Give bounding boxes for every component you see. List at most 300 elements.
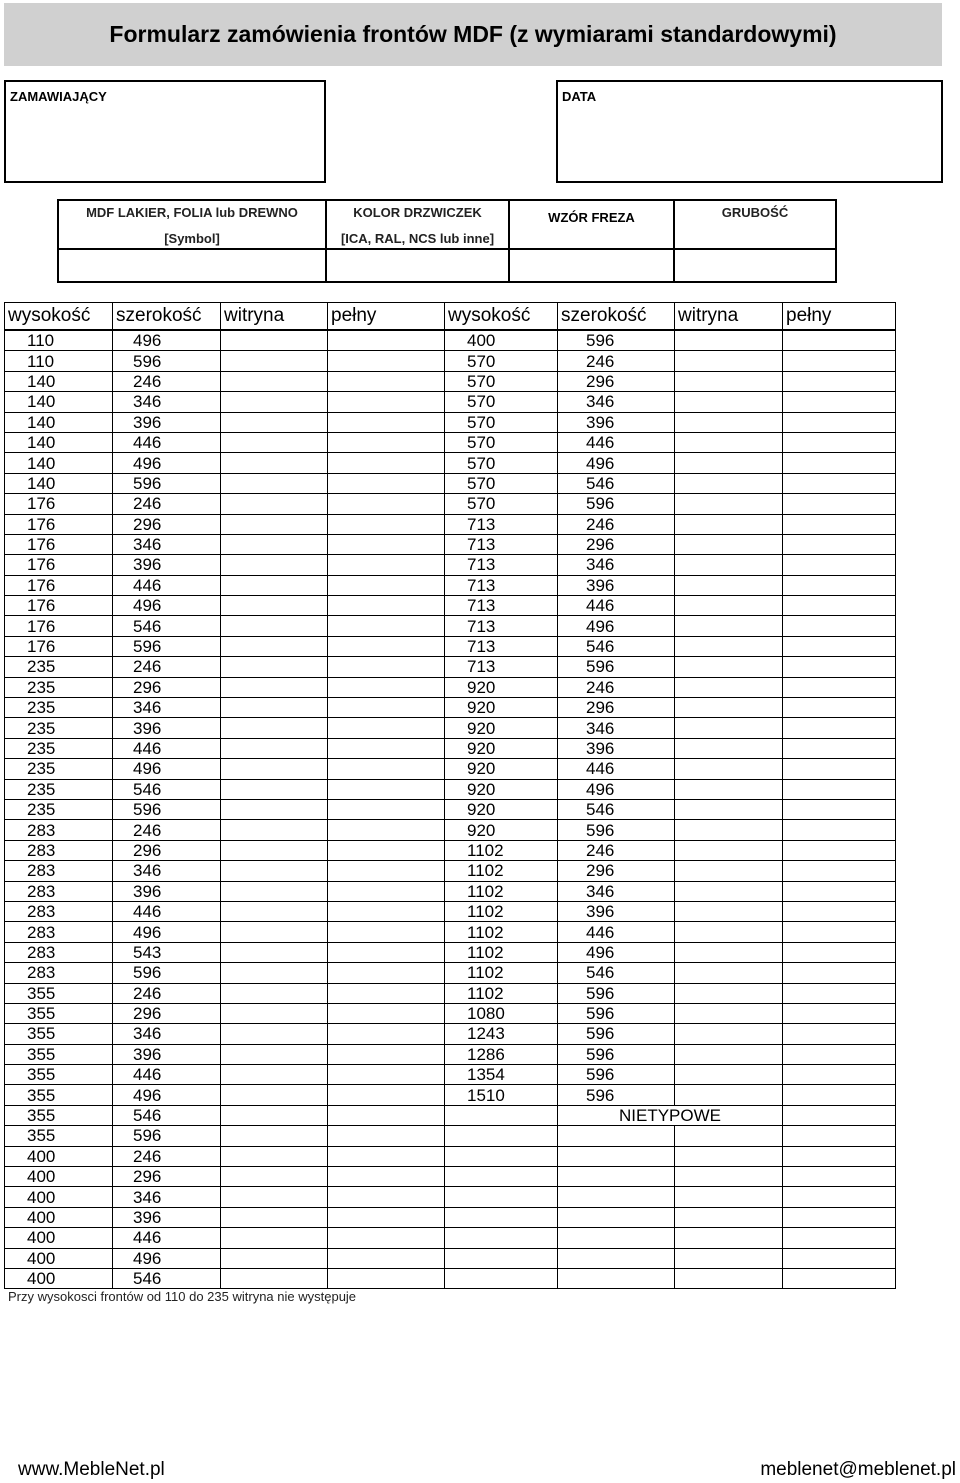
solid-qty-cell[interactable] bbox=[328, 1003, 445, 1023]
footer-email[interactable]: meblenet@meblenet.pl bbox=[760, 1459, 956, 1480]
glass-qty-cell[interactable] bbox=[221, 1003, 328, 1023]
glass-qty-cell[interactable] bbox=[675, 432, 783, 452]
solid-qty-cell[interactable] bbox=[328, 1105, 445, 1125]
solid-qty-cell[interactable] bbox=[328, 820, 445, 840]
glass-qty-cell[interactable] bbox=[221, 718, 328, 738]
glass-qty-cell[interactable] bbox=[675, 371, 783, 391]
solid-qty-cell[interactable] bbox=[328, 983, 445, 1003]
solid-qty-cell[interactable] bbox=[783, 514, 896, 534]
solid-qty-cell[interactable] bbox=[328, 718, 445, 738]
solid-qty-cell[interactable] bbox=[328, 922, 445, 942]
width-cell: 246 bbox=[558, 677, 675, 697]
width-cell: 446 bbox=[113, 432, 221, 452]
width-cell: 396 bbox=[558, 738, 675, 758]
height-cell: 140 bbox=[5, 432, 113, 452]
solid-qty-cell[interactable] bbox=[328, 942, 445, 962]
height-cell: 713 bbox=[445, 514, 558, 534]
glass-qty-cell[interactable] bbox=[221, 473, 328, 493]
glass-qty-cell[interactable] bbox=[221, 1228, 328, 1248]
height-cell: 176 bbox=[5, 555, 113, 575]
solid-qty-cell[interactable] bbox=[328, 1248, 445, 1268]
orderer-field[interactable] bbox=[4, 80, 326, 183]
spec-color-label: KOLOR DRZWICZEK bbox=[353, 205, 482, 220]
footer-website[interactable]: www.MebleNet.pl bbox=[18, 1459, 165, 1480]
glass-qty-cell[interactable] bbox=[221, 1105, 328, 1125]
height-cell: 140 bbox=[5, 453, 113, 473]
header-width-left: szerokość bbox=[113, 303, 221, 331]
solid-qty-cell[interactable] bbox=[328, 1187, 445, 1207]
height-cell: 1102 bbox=[445, 942, 558, 962]
glass-qty-cell[interactable] bbox=[221, 677, 328, 697]
glass-qty-cell[interactable] bbox=[675, 1248, 783, 1268]
width-cell: 446 bbox=[558, 922, 675, 942]
glass-qty-cell[interactable] bbox=[675, 677, 783, 697]
width-cell: 446 bbox=[558, 596, 675, 616]
solid-qty-cell[interactable] bbox=[783, 1207, 896, 1227]
glass-qty-cell[interactable] bbox=[675, 1024, 783, 1044]
height-cell: 176 bbox=[5, 596, 113, 616]
glass-qty-cell[interactable] bbox=[221, 432, 328, 452]
atypical-width-cell[interactable] bbox=[558, 1268, 675, 1288]
height-cell: 400 bbox=[5, 1248, 113, 1268]
glass-qty-cell[interactable] bbox=[221, 1167, 328, 1187]
glass-qty-cell[interactable] bbox=[221, 963, 328, 983]
solid-qty-cell[interactable] bbox=[328, 1207, 445, 1227]
height-cell: 920 bbox=[445, 738, 558, 758]
solid-qty-cell[interactable] bbox=[328, 596, 445, 616]
solid-qty-cell[interactable] bbox=[328, 555, 445, 575]
solid-qty-cell[interactable] bbox=[328, 1167, 445, 1187]
height-cell: 283 bbox=[5, 963, 113, 983]
solid-qty-cell[interactable] bbox=[783, 820, 896, 840]
width-cell: 396 bbox=[558, 575, 675, 595]
table-row bbox=[5, 473, 896, 493]
glass-qty-cell[interactable] bbox=[221, 575, 328, 595]
solid-qty-cell[interactable] bbox=[783, 1268, 896, 1288]
glass-qty-cell[interactable] bbox=[221, 657, 328, 677]
table-row bbox=[5, 901, 896, 921]
solid-qty-cell[interactable] bbox=[783, 371, 896, 391]
glass-qty-cell[interactable] bbox=[221, 534, 328, 554]
spec-pattern-header bbox=[510, 201, 675, 250]
solid-qty-cell[interactable] bbox=[783, 1146, 896, 1166]
solid-qty-cell[interactable] bbox=[783, 1024, 896, 1044]
spec-pattern-input[interactable] bbox=[510, 250, 675, 281]
glass-qty-cell[interactable] bbox=[221, 1126, 328, 1146]
glass-qty-cell[interactable] bbox=[221, 983, 328, 1003]
solid-qty-cell[interactable] bbox=[783, 330, 896, 351]
solid-qty-cell[interactable] bbox=[328, 616, 445, 636]
solid-qty-cell[interactable] bbox=[783, 1126, 896, 1146]
solid-qty-cell[interactable] bbox=[783, 881, 896, 901]
atypical-height-cell[interactable] bbox=[445, 1207, 558, 1227]
width-cell: 346 bbox=[113, 861, 221, 881]
solid-qty-cell[interactable] bbox=[328, 1268, 445, 1288]
width-cell: 396 bbox=[113, 412, 221, 432]
solid-qty-cell[interactable] bbox=[783, 575, 896, 595]
solid-qty-cell[interactable] bbox=[783, 432, 896, 452]
atypical-width-cell[interactable] bbox=[558, 1167, 675, 1187]
solid-qty-cell[interactable] bbox=[783, 983, 896, 1003]
solid-qty-cell[interactable] bbox=[328, 840, 445, 860]
height-cell: 570 bbox=[445, 494, 558, 514]
width-cell: 546 bbox=[113, 616, 221, 636]
table-row bbox=[5, 942, 896, 962]
glass-qty-cell[interactable] bbox=[221, 738, 328, 758]
solid-qty-cell[interactable] bbox=[328, 1228, 445, 1248]
solid-qty-cell[interactable] bbox=[328, 1044, 445, 1064]
width-cell: 596 bbox=[113, 473, 221, 493]
solid-qty-cell[interactable] bbox=[328, 1024, 445, 1044]
width-cell: 596 bbox=[558, 1024, 675, 1044]
width-cell: 496 bbox=[113, 596, 221, 616]
solid-qty-cell[interactable] bbox=[328, 494, 445, 514]
solid-qty-cell[interactable] bbox=[328, 432, 445, 452]
glass-qty-cell[interactable] bbox=[221, 698, 328, 718]
glass-qty-cell[interactable] bbox=[221, 1207, 328, 1227]
glass-qty-cell[interactable] bbox=[221, 881, 328, 901]
table-row bbox=[5, 330, 896, 351]
glass-qty-cell[interactable] bbox=[675, 1085, 783, 1105]
solid-qty-cell[interactable] bbox=[328, 738, 445, 758]
glass-qty-cell[interactable] bbox=[221, 779, 328, 799]
width-cell: 396 bbox=[113, 1207, 221, 1227]
solid-qty-cell[interactable] bbox=[328, 799, 445, 819]
glass-qty-cell[interactable] bbox=[675, 473, 783, 493]
width-cell: 296 bbox=[113, 677, 221, 697]
glass-qty-cell[interactable] bbox=[675, 1044, 783, 1064]
height-cell: 235 bbox=[5, 759, 113, 779]
table-row bbox=[5, 963, 896, 983]
spec-material-label: MDF LAKIER, FOLIA lub DREWNO bbox=[86, 205, 298, 220]
atypical-width-cell[interactable] bbox=[558, 1126, 675, 1146]
glass-qty-cell[interactable] bbox=[675, 657, 783, 677]
glass-qty-cell[interactable] bbox=[675, 1207, 783, 1227]
glass-qty-cell[interactable] bbox=[221, 1268, 328, 1288]
atypical-height-cell[interactable] bbox=[445, 1167, 558, 1187]
solid-qty-cell[interactable] bbox=[783, 738, 896, 758]
solid-qty-cell[interactable] bbox=[328, 453, 445, 473]
width-cell: 546 bbox=[113, 1105, 221, 1125]
width-cell: 596 bbox=[113, 1126, 221, 1146]
solid-qty-cell[interactable] bbox=[328, 514, 445, 534]
solid-qty-cell[interactable] bbox=[783, 473, 896, 493]
atypical-height-cell[interactable] bbox=[445, 1126, 558, 1146]
height-cell: 283 bbox=[5, 820, 113, 840]
solid-qty-cell[interactable] bbox=[328, 392, 445, 412]
glass-qty-cell[interactable] bbox=[675, 1126, 783, 1146]
glass-qty-cell[interactable] bbox=[221, 1248, 328, 1268]
glass-qty-cell[interactable] bbox=[675, 575, 783, 595]
glass-qty-cell[interactable] bbox=[675, 636, 783, 656]
glass-qty-cell[interactable] bbox=[221, 922, 328, 942]
solid-qty-cell[interactable] bbox=[783, 555, 896, 575]
solid-qty-cell[interactable] bbox=[783, 1187, 896, 1207]
table-row bbox=[5, 657, 896, 677]
height-cell: 176 bbox=[5, 514, 113, 534]
height-cell: 400 bbox=[5, 1207, 113, 1227]
glass-qty-cell[interactable] bbox=[221, 942, 328, 962]
solid-qty-cell[interactable] bbox=[328, 371, 445, 391]
atypical-width-cell[interactable] bbox=[558, 1146, 675, 1166]
height-cell: 235 bbox=[5, 698, 113, 718]
glass-qty-cell[interactable] bbox=[221, 861, 328, 881]
height-cell: 1102 bbox=[445, 983, 558, 1003]
solid-qty-cell[interactable] bbox=[783, 861, 896, 881]
height-cell: 283 bbox=[5, 942, 113, 962]
glass-qty-cell[interactable] bbox=[221, 514, 328, 534]
spec-color-input[interactable] bbox=[327, 250, 510, 281]
width-cell: 246 bbox=[113, 494, 221, 514]
glass-qty-cell[interactable] bbox=[675, 779, 783, 799]
solid-qty-cell[interactable] bbox=[783, 718, 896, 738]
solid-qty-cell[interactable] bbox=[328, 963, 445, 983]
height-cell: 920 bbox=[445, 718, 558, 738]
glass-qty-cell[interactable] bbox=[675, 453, 783, 473]
table-row bbox=[5, 1248, 896, 1268]
glass-qty-cell[interactable] bbox=[675, 881, 783, 901]
height-cell: 176 bbox=[5, 575, 113, 595]
glass-qty-cell[interactable] bbox=[221, 901, 328, 921]
solid-qty-cell[interactable] bbox=[783, 1085, 896, 1105]
glass-qty-cell[interactable] bbox=[675, 1187, 783, 1207]
height-cell: 400 bbox=[5, 1187, 113, 1207]
solid-qty-cell[interactable] bbox=[783, 351, 896, 371]
glass-qty-cell[interactable] bbox=[675, 759, 783, 779]
width-cell: 346 bbox=[113, 392, 221, 412]
solid-qty-cell[interactable] bbox=[783, 1228, 896, 1248]
glass-qty-cell[interactable] bbox=[675, 840, 783, 860]
solid-qty-cell[interactable] bbox=[783, 779, 896, 799]
date-field[interactable] bbox=[556, 80, 943, 183]
solid-qty-cell[interactable] bbox=[328, 473, 445, 493]
solid-qty-cell[interactable] bbox=[783, 494, 896, 514]
solid-qty-cell[interactable] bbox=[328, 1065, 445, 1085]
glass-qty-cell[interactable] bbox=[221, 1187, 328, 1207]
atypical-width-cell[interactable] bbox=[558, 1207, 675, 1227]
width-cell: 496 bbox=[558, 616, 675, 636]
solid-qty-cell[interactable] bbox=[783, 596, 896, 616]
glass-qty-cell[interactable] bbox=[675, 534, 783, 554]
atypical-width-cell[interactable] bbox=[558, 1248, 675, 1268]
glass-qty-cell[interactable] bbox=[675, 861, 783, 881]
glass-qty-cell[interactable] bbox=[675, 412, 783, 432]
height-cell: 920 bbox=[445, 759, 558, 779]
solid-qty-cell[interactable] bbox=[328, 861, 445, 881]
solid-qty-cell[interactable] bbox=[328, 412, 445, 432]
height-cell: 713 bbox=[445, 636, 558, 656]
solid-qty-cell[interactable] bbox=[328, 351, 445, 371]
solid-qty-cell[interactable] bbox=[328, 330, 445, 351]
height-cell: 355 bbox=[5, 1085, 113, 1105]
glass-qty-cell[interactable] bbox=[221, 453, 328, 473]
glass-qty-cell[interactable] bbox=[675, 392, 783, 412]
glass-qty-cell[interactable] bbox=[675, 942, 783, 962]
height-cell: 570 bbox=[445, 351, 558, 371]
height-cell: 570 bbox=[445, 453, 558, 473]
table-row bbox=[5, 881, 896, 901]
solid-qty-cell[interactable] bbox=[328, 779, 445, 799]
solid-qty-cell[interactable] bbox=[783, 636, 896, 656]
atypical-height-cell[interactable] bbox=[445, 1187, 558, 1207]
glass-qty-cell[interactable] bbox=[675, 698, 783, 718]
glass-qty-cell[interactable] bbox=[221, 820, 328, 840]
glass-qty-cell[interactable] bbox=[221, 392, 328, 412]
solid-qty-cell[interactable] bbox=[783, 901, 896, 921]
glass-qty-cell[interactable] bbox=[675, 351, 783, 371]
glass-qty-cell[interactable] bbox=[221, 616, 328, 636]
width-cell: 446 bbox=[113, 738, 221, 758]
height-cell: 140 bbox=[5, 412, 113, 432]
glass-qty-cell[interactable] bbox=[675, 330, 783, 351]
glass-qty-cell[interactable] bbox=[675, 820, 783, 840]
solid-qty-cell[interactable] bbox=[328, 1146, 445, 1166]
solid-qty-cell[interactable] bbox=[328, 575, 445, 595]
glass-qty-cell[interactable] bbox=[221, 1065, 328, 1085]
solid-qty-cell[interactable] bbox=[783, 1105, 896, 1125]
glass-qty-cell[interactable] bbox=[221, 636, 328, 656]
width-cell: 346 bbox=[558, 555, 675, 575]
glass-qty-cell[interactable] bbox=[221, 1146, 328, 1166]
glass-qty-cell[interactable] bbox=[675, 1003, 783, 1023]
glass-qty-cell[interactable] bbox=[221, 412, 328, 432]
glass-qty-cell[interactable] bbox=[675, 799, 783, 819]
glass-qty-cell[interactable] bbox=[675, 738, 783, 758]
atypical-height-cell[interactable] bbox=[445, 1105, 558, 1125]
table-row bbox=[5, 514, 896, 534]
solid-qty-cell[interactable] bbox=[783, 616, 896, 636]
glass-qty-cell[interactable] bbox=[675, 596, 783, 616]
atypical-height-cell[interactable] bbox=[445, 1146, 558, 1166]
solid-qty-cell[interactable] bbox=[328, 901, 445, 921]
glass-qty-cell[interactable] bbox=[221, 799, 328, 819]
glass-qty-cell[interactable] bbox=[675, 616, 783, 636]
glass-qty-cell[interactable] bbox=[675, 555, 783, 575]
atypical-height-cell[interactable] bbox=[445, 1268, 558, 1288]
solid-qty-cell[interactable] bbox=[328, 636, 445, 656]
height-cell: 355 bbox=[5, 1024, 113, 1044]
glass-qty-cell[interactable] bbox=[675, 718, 783, 738]
glass-qty-cell[interactable] bbox=[221, 596, 328, 616]
solid-qty-cell[interactable] bbox=[783, 1248, 896, 1268]
glass-qty-cell[interactable] bbox=[675, 1146, 783, 1166]
solid-qty-cell[interactable] bbox=[783, 942, 896, 962]
width-cell: 596 bbox=[558, 1044, 675, 1064]
solid-qty-cell[interactable] bbox=[783, 840, 896, 860]
atypical-height-cell[interactable] bbox=[445, 1228, 558, 1248]
spec-material-input[interactable] bbox=[59, 250, 327, 281]
glass-qty-cell[interactable] bbox=[221, 840, 328, 860]
glass-qty-cell[interactable] bbox=[221, 494, 328, 514]
width-cell: 446 bbox=[558, 432, 675, 452]
glass-qty-cell[interactable] bbox=[221, 330, 328, 351]
solid-qty-cell[interactable] bbox=[783, 657, 896, 677]
glass-qty-cell[interactable] bbox=[221, 371, 328, 391]
width-cell: 396 bbox=[113, 555, 221, 575]
glass-qty-cell[interactable] bbox=[221, 1024, 328, 1044]
solid-qty-cell[interactable] bbox=[783, 412, 896, 432]
width-cell: 546 bbox=[558, 473, 675, 493]
table-row bbox=[5, 1207, 896, 1227]
glass-qty-cell[interactable] bbox=[675, 514, 783, 534]
width-cell: 396 bbox=[113, 881, 221, 901]
glass-qty-cell[interactable] bbox=[221, 555, 328, 575]
width-cell: 596 bbox=[558, 657, 675, 677]
glass-qty-cell[interactable] bbox=[221, 351, 328, 371]
height-cell: 920 bbox=[445, 779, 558, 799]
width-cell: 396 bbox=[558, 412, 675, 432]
solid-qty-cell[interactable] bbox=[783, 677, 896, 697]
glass-qty-cell[interactable] bbox=[221, 1085, 328, 1105]
width-cell: 496 bbox=[113, 922, 221, 942]
table-row bbox=[5, 1126, 896, 1146]
solid-qty-cell[interactable] bbox=[328, 1085, 445, 1105]
glass-qty-cell[interactable] bbox=[675, 1167, 783, 1187]
glass-qty-cell[interactable] bbox=[675, 1228, 783, 1248]
solid-qty-cell[interactable] bbox=[783, 922, 896, 942]
solid-qty-cell[interactable] bbox=[783, 963, 896, 983]
glass-qty-cell[interactable] bbox=[675, 494, 783, 514]
height-cell: 1354 bbox=[445, 1065, 558, 1085]
glass-qty-cell[interactable] bbox=[221, 759, 328, 779]
solid-qty-cell[interactable] bbox=[328, 534, 445, 554]
solid-qty-cell[interactable] bbox=[328, 657, 445, 677]
height-cell: 235 bbox=[5, 779, 113, 799]
solid-qty-cell[interactable] bbox=[328, 698, 445, 718]
height-cell: 1243 bbox=[445, 1024, 558, 1044]
glass-qty-cell[interactable] bbox=[675, 1268, 783, 1288]
height-cell: 235 bbox=[5, 677, 113, 697]
glass-qty-cell[interactable] bbox=[221, 1044, 328, 1064]
height-cell: 176 bbox=[5, 636, 113, 656]
height-cell: 176 bbox=[5, 534, 113, 554]
table-row bbox=[5, 392, 896, 412]
glass-qty-cell[interactable] bbox=[675, 983, 783, 1003]
solid-qty-cell[interactable] bbox=[783, 698, 896, 718]
solid-qty-cell[interactable] bbox=[783, 799, 896, 819]
glass-qty-cell[interactable] bbox=[675, 963, 783, 983]
table-row bbox=[5, 494, 896, 514]
solid-qty-cell[interactable] bbox=[328, 1126, 445, 1146]
solid-qty-cell[interactable] bbox=[783, 759, 896, 779]
atypical-height-cell[interactable] bbox=[445, 1248, 558, 1268]
table-row bbox=[5, 677, 896, 697]
glass-qty-cell[interactable] bbox=[675, 1065, 783, 1085]
solid-qty-cell[interactable] bbox=[328, 677, 445, 697]
height-cell: 400 bbox=[445, 330, 558, 351]
spec-thickness-input[interactable] bbox=[675, 250, 835, 281]
glass-qty-cell[interactable] bbox=[675, 901, 783, 921]
solid-qty-cell[interactable] bbox=[783, 453, 896, 473]
glass-qty-cell[interactable] bbox=[675, 922, 783, 942]
solid-qty-cell[interactable] bbox=[783, 1065, 896, 1085]
solid-qty-cell[interactable] bbox=[783, 1003, 896, 1023]
height-cell: 713 bbox=[445, 616, 558, 636]
atypical-width-cell[interactable] bbox=[558, 1187, 675, 1207]
solid-qty-cell[interactable] bbox=[783, 392, 896, 412]
title-bar bbox=[4, 3, 942, 66]
solid-qty-cell[interactable] bbox=[328, 881, 445, 901]
solid-qty-cell[interactable] bbox=[783, 1044, 896, 1064]
solid-qty-cell[interactable] bbox=[783, 1167, 896, 1187]
spec-table bbox=[57, 199, 837, 283]
height-cell: 400 bbox=[5, 1167, 113, 1187]
solid-qty-cell[interactable] bbox=[783, 534, 896, 554]
width-cell: 496 bbox=[113, 453, 221, 473]
solid-qty-cell[interactable] bbox=[328, 759, 445, 779]
atypical-width-cell[interactable] bbox=[558, 1228, 675, 1248]
table-row bbox=[5, 371, 896, 391]
